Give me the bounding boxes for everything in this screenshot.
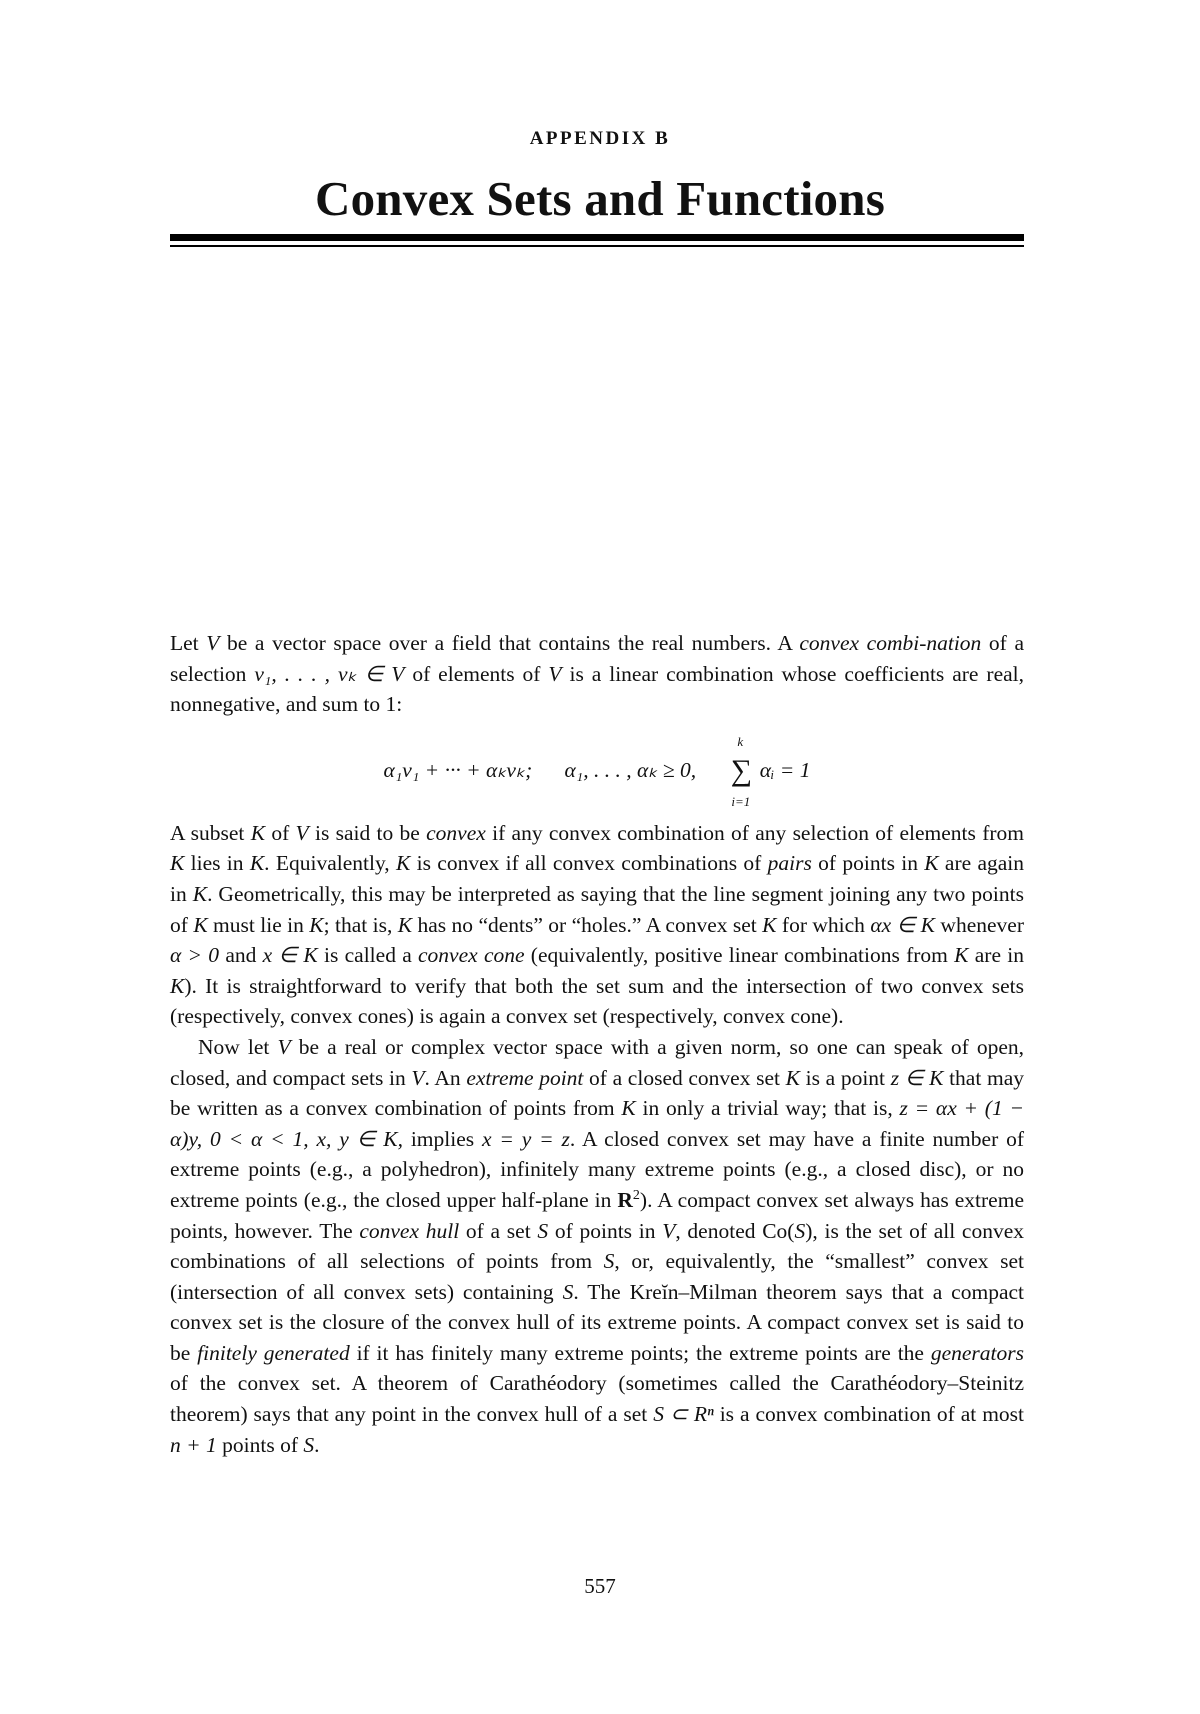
body-text	[170, 628, 1024, 1460]
summation-upper-limit: k	[737, 733, 744, 749]
term-convex-cone: convex cone	[418, 943, 525, 968]
equation-combination: α₁v₁ + ··· + αₖvₖ;	[383, 757, 533, 782]
title-rule-thin	[170, 245, 1024, 247]
term-extreme-point: extreme point	[466, 1065, 584, 1090]
title-rule-thick	[170, 234, 1024, 241]
term-convex-hull: convex hull	[359, 1218, 460, 1243]
summation-sign: k ∑ i=1	[728, 753, 754, 786]
equation-coefficients: α₁, . . . , αₖ ≥ 0,	[564, 757, 697, 782]
display-equation	[170, 720, 1024, 818]
term-generators: generators	[930, 1340, 1025, 1365]
page-number: 557	[584, 1574, 616, 1598]
paragraph-convex-set: A subset K of V is said to be convex if any convex combination of any selection of elements from K lies in K. Equivalently, K is convex if all convex combinations of pairs of points in K are again in K. Geometrically, this may be interpreted as saying that the line segment joining any two points of K must lie in K; that is, K has no “dents” or “holes.” A convex set K for which αx ∈ K whenever α > 0 and x ∈ K is called a convex cone (equivalently, positive linear combinations from K are in K). It is straightforward to verify that both the set sum and the intersection of two convex sets (respectively, convex cones) is again a convex set (respectively, convex cone).	[170, 820, 1025, 1029]
term-finitely-generated: finitely generated	[197, 1340, 350, 1365]
term-convex: convex	[426, 820, 486, 845]
summation-lower-limit: i=1	[731, 793, 751, 809]
term-pairs: pairs	[767, 851, 812, 876]
paragraph-extreme-points: Now let V be a real or complex vector space with a given norm, so one can speak of open, closed, and compact sets in V. An extreme point of a closed convex set K is a point z ∈ K that may be written as a convex combination of points from K in only a trivial way; that is, z = αx + (1 − α)y, 0 < α < 1, x, y ∈ K, implies x = y = z. A closed convex set may have a finite number of extreme points (e.g., a polyhedron), infinitely many extreme points (e.g., a closed disc), or no extreme points (e.g., the closed upper half-plane in $R^2$). A compact convex set always has extreme points, however. The convex hull of a set S of points in V, denoted Co(S), is the set of all convex combinations of all selections of points from S, or, equivalently, the “smallest” convex set (intersection of all convex sets) containing S. The Kreĭn–Milman theorem says that a compact convex set is the closure of the convex hull of its extreme points. A compact convex set is said to be finitely generated if it has finitely many extreme points; the extreme points are the generators of the convex set. A theorem of Carathéodory (sometimes called the Carathéodory–Steinitz theorem) says that any point in the convex hull of a set S ⊂ Rⁿ is a convex combination of at most n + 1 points of S.	[170, 1034, 1025, 1457]
appendix-label: APPENDIX B	[529, 128, 671, 149]
chapter-title: Convex Sets and Functions	[315, 171, 885, 226]
term-convex-combination: convex combi-nation	[799, 631, 982, 655]
paragraph-convex-combination: Let V be a vector space over a field that contains the real numbers. A convex combi-nation of a selection v₁, . . . , vₖ ∈ V of elements of V is a linear combination whose coefficients are real, nonnegative, and sum to 1:	[170, 631, 1025, 717]
equation-sum-term: αᵢ = 1	[759, 757, 811, 782]
